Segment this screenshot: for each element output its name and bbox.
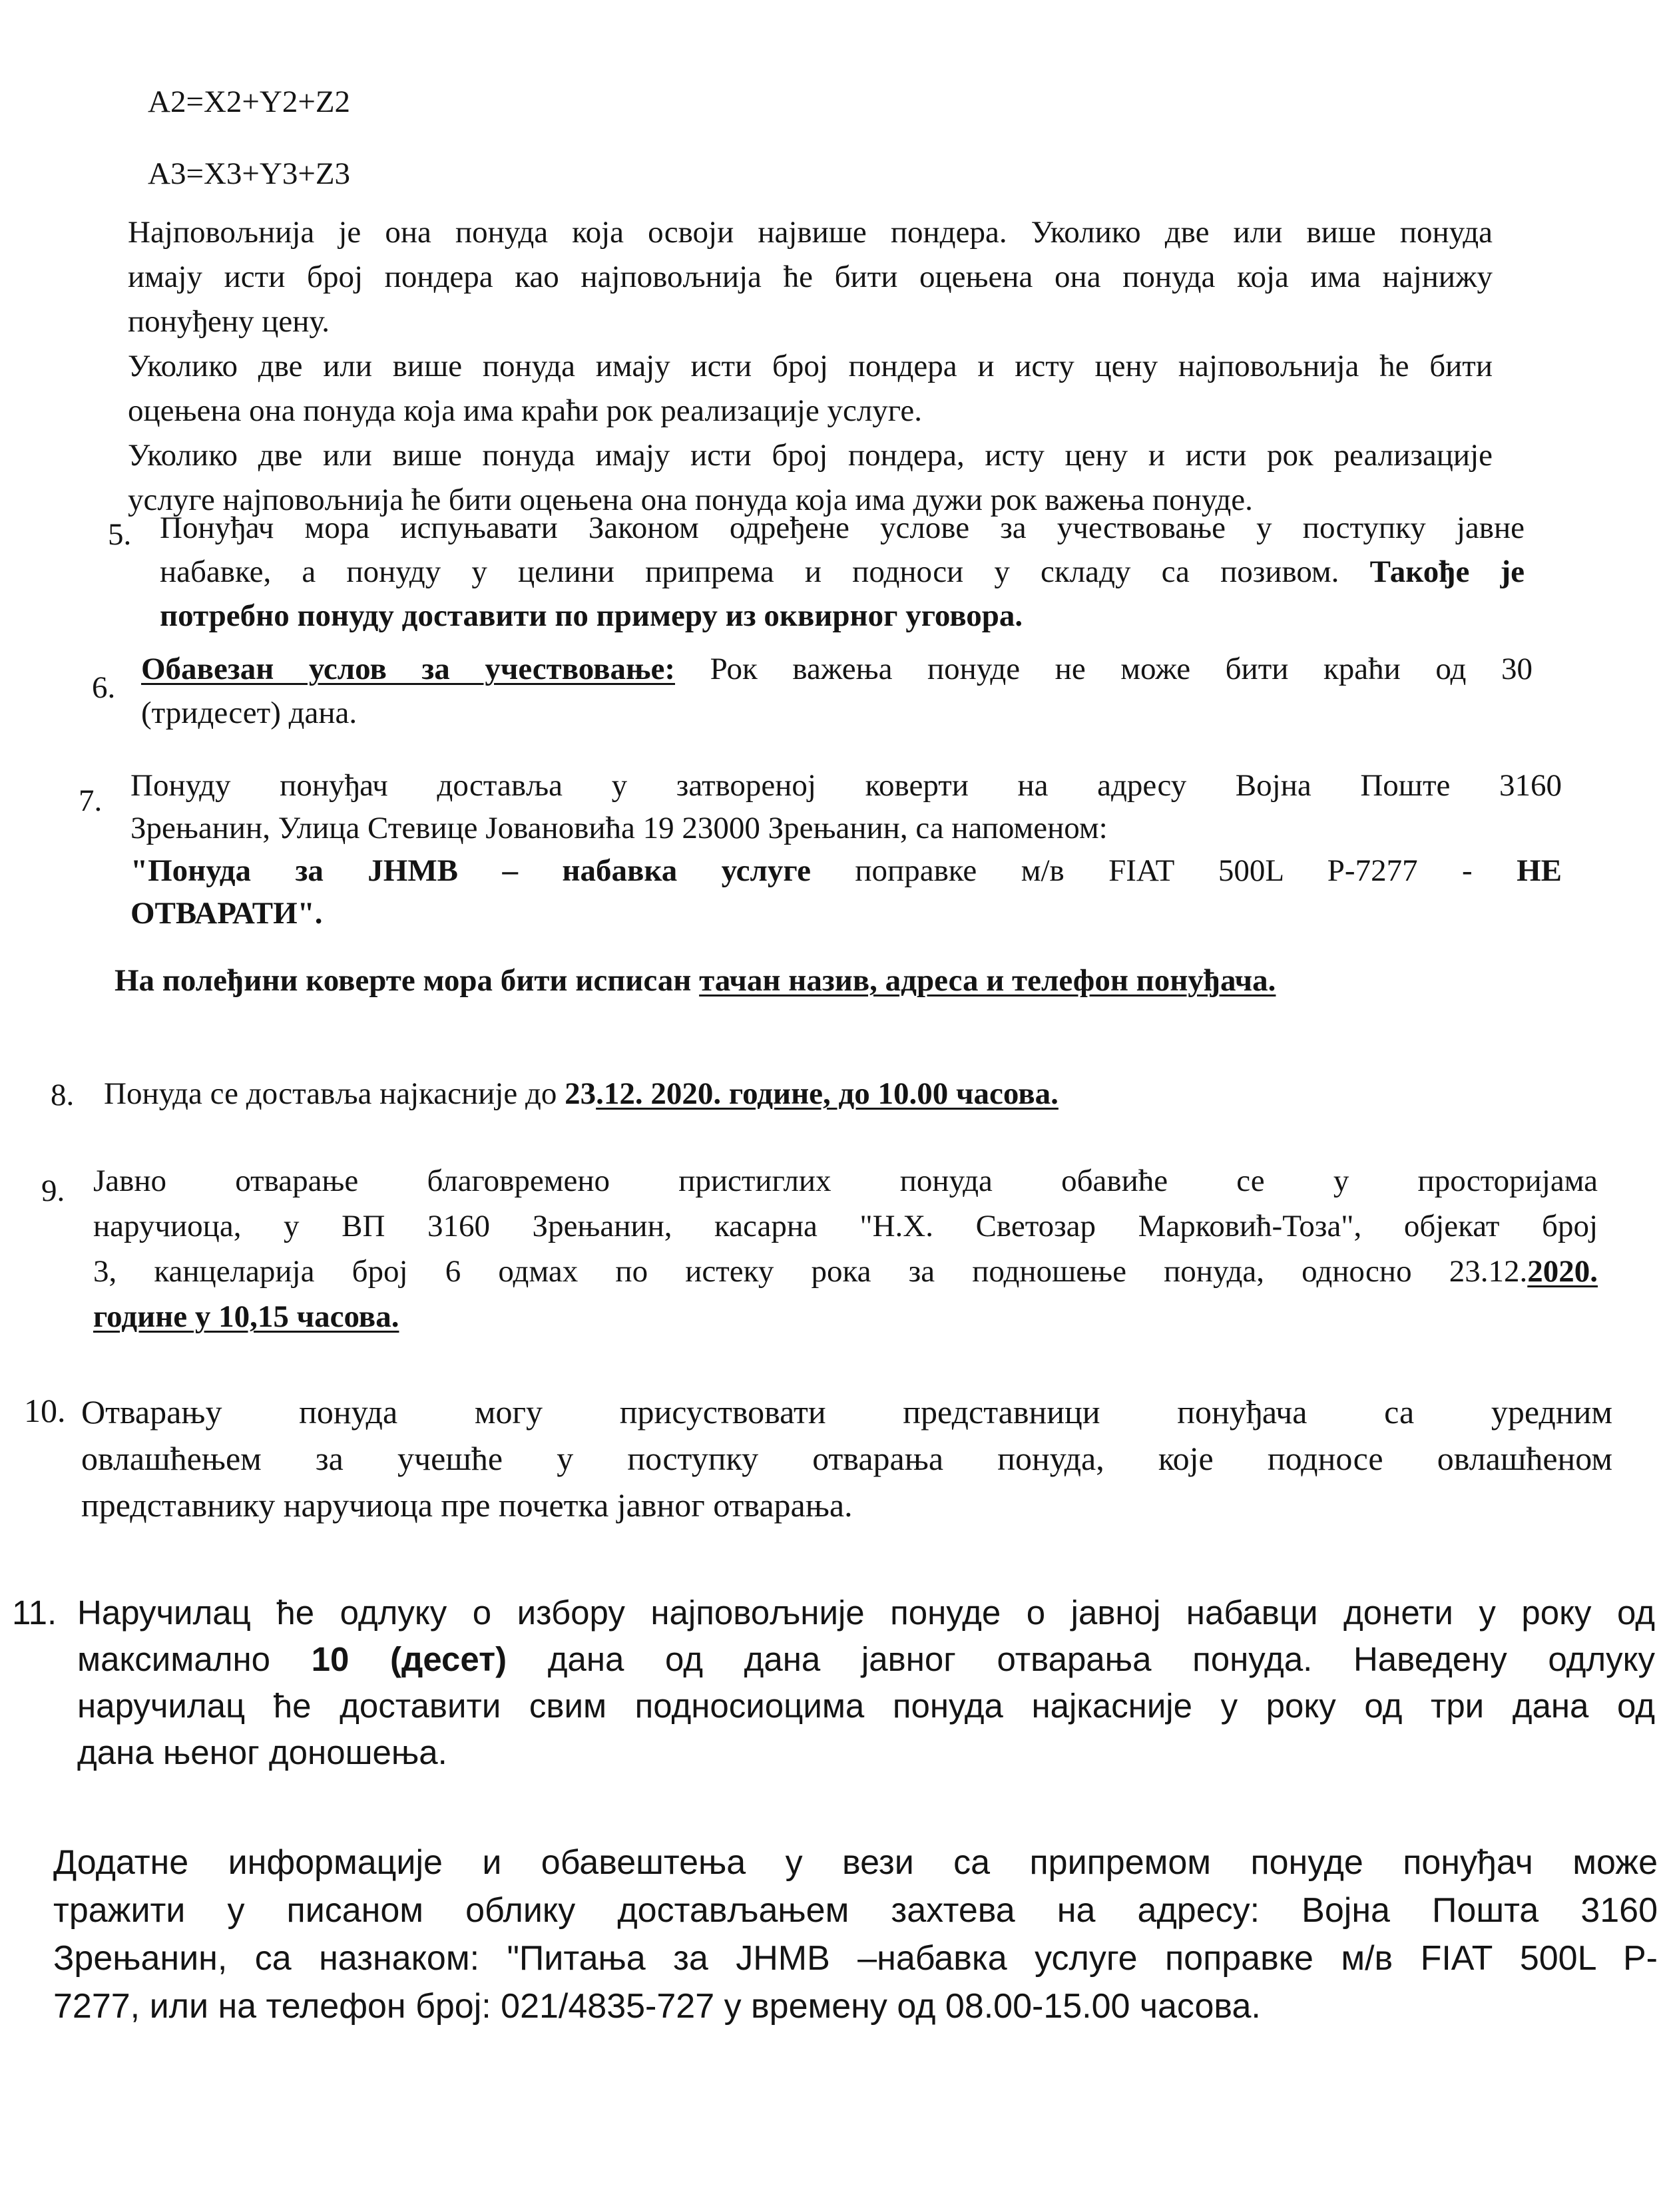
item-7-line [130,892,1562,935]
item-5-bold-text: Такође је [1369,554,1525,589]
formula-a3: A3=X3+Y3+Z3 [148,156,351,191]
item-7-line [130,849,1562,892]
item-10-line: Отварању понуда могу присуствовати представници понуђача са уредним [81,1393,1612,1431]
criteria-line: услуге најповољнија ће бити оцењена она понуда која има дужи рок важења понуде. [128,483,1253,517]
formula-a2: A2=X2+Y2+Z2 [148,85,351,119]
closing-line: тражити у писаном облику достављањем захтева на адресу: Војна Пошта 3160 [53,1891,1658,1930]
item-7-line: Понуду понуђач доставља у затвореној коверти на адресу Војна Поште 3160 [130,768,1562,803]
item-11-text [77,1590,1655,1776]
item-11-line: Наручилац ће одлуку о избору најповољније понуде о јавној набавци донети у року од [77,1594,1655,1632]
item-10-line: овлашћењем за учешће у поступку отварања понуда, које подносе овлашћеном [81,1440,1612,1477]
item-5-line [160,594,1525,638]
item-7-bold-line: ОТВАРАТИ". [130,896,323,931]
item-5-line-text: набавке, а понуду у целини припрема и подноси у складу са позивом. [160,554,1339,589]
criteria-line: Уколико две или више понуда имају исти број пондера и исту цену најповољнија ће бити [128,349,1493,383]
item-9-line: Јавно отварање благовремено пристиглих понуда обавиће се у просторијама [93,1164,1598,1198]
item-7-line-text: поправке м/в FIAT 500L P-7277 - [855,853,1473,888]
closing-line: 7277, или на телефон број: 021/4835-727 у времену од 08.00-15.00 часова. [53,1987,1261,2026]
closing-line: Зрењанин, са назнаком: "Питања за ЈНМВ –набавка услуге поправке м/в FIAT 500L P- [53,1939,1658,1978]
item-8-line-text: Понуда се доставља најкасније до [104,1076,557,1111]
closing-line: Додатне информације и обавештења у вези са припремом понуде понуђач може [53,1843,1658,1882]
item-6-mandatory-condition: Обавезан услов за учествовање: [141,652,675,686]
item-6-text [141,647,1533,735]
item-9-line [93,1294,1598,1339]
item-11-bold-text: 10 (десет) [311,1640,507,1678]
item-6-line-text: Рок важења понуде не може бити краћи од 30 [710,652,1533,686]
item-9-number: 9. [41,1174,65,1208]
item-10-number: 10. [24,1392,66,1429]
closing-paragraph [53,1839,1658,2030]
item-5-line: Понуђач мора испуњавати Законом одређене услове за учествовање у поступку јавне [160,511,1525,545]
item-6-number: 6. [92,670,116,705]
criteria-line: оцењена она понуда која има краћи рок реализације услуге. [128,393,923,428]
criteria-line: понуђену цену. [128,304,330,339]
envelope-note [115,959,1276,1002]
item-5-line [160,550,1525,594]
item-9-line [93,1249,1598,1294]
item-8-bold-text: 23 [565,1076,596,1111]
item-11-line [77,1636,1655,1683]
item-9-text [93,1158,1598,1339]
item-7-number: 7. [79,783,103,818]
item-10-line: представнику наручиоца пре почетка јавног отварања. [81,1486,853,1524]
item-9-year: 2020. [1527,1254,1598,1289]
criteria-paragraph [128,210,1493,523]
envelope-note-underlined: тачан назив, адреса и телефон понуђача. [699,963,1276,998]
item-9-time: године у 10,15 часова. [93,1299,399,1334]
item-11-line: наручилац ће доставити свим подносиоцима понуда најкасније у року од три дана од [77,1687,1655,1725]
item-11-line: дана њеног доношења. [77,1733,447,1771]
item-6-line: (тридесет) дана. [141,696,357,730]
item-9-line-text: 3, канцеларија број 6 одмах по истеку рока за подношење понуда, односно 23.12. [93,1254,1528,1289]
item-9-line: наручиоца, у ВП 3160 Зрењанин, касарна "Н.Х. Светозар Марковић-Тоза", објекат број [93,1209,1598,1243]
item-8-number: 8. [51,1078,75,1112]
envelope-note-bold: На полеђини коверте мора бити исписан [115,963,692,998]
item-5-text [160,506,1525,638]
item-7-bold-text: "Понуда за ЈНМВ – набавка услуге [130,853,811,888]
item-11-line-text: дана од дана јавног отварања понуда. Наведену одлуку [547,1640,1656,1678]
item-7-line: Зрењанин, Улица Стевице Јовановића 19 23000 Зрењанин, са напоменом: [130,811,1108,845]
item-7-text [130,764,1562,935]
item-8-text [104,1072,1059,1116]
item-10-text [81,1389,1612,1528]
criteria-line: имају исти број пондера као најповољнија ће бити оцењена она понуда која има најнижу [128,260,1493,294]
item-5-bold-line: потребно понуду доставити по примеру из оквирног уговора. [160,598,1023,633]
item-11-line-text: максимално [77,1640,271,1678]
item-5-number: 5. [108,517,132,552]
item-7-bold-text: НЕ [1517,853,1562,888]
item-11-number: 11. [12,1594,57,1632]
criteria-line: Најповољнија је она понуда која освоји највише пондера. Уколико две или више понуда [128,215,1493,250]
criteria-line: Уколико две или више понуда имају исти број пондера, исту цену и исти рок реализације [128,438,1493,473]
item-8-deadline: .12. 2020. године, до 10.00 часова. [596,1076,1059,1111]
item-6-line [141,647,1533,691]
